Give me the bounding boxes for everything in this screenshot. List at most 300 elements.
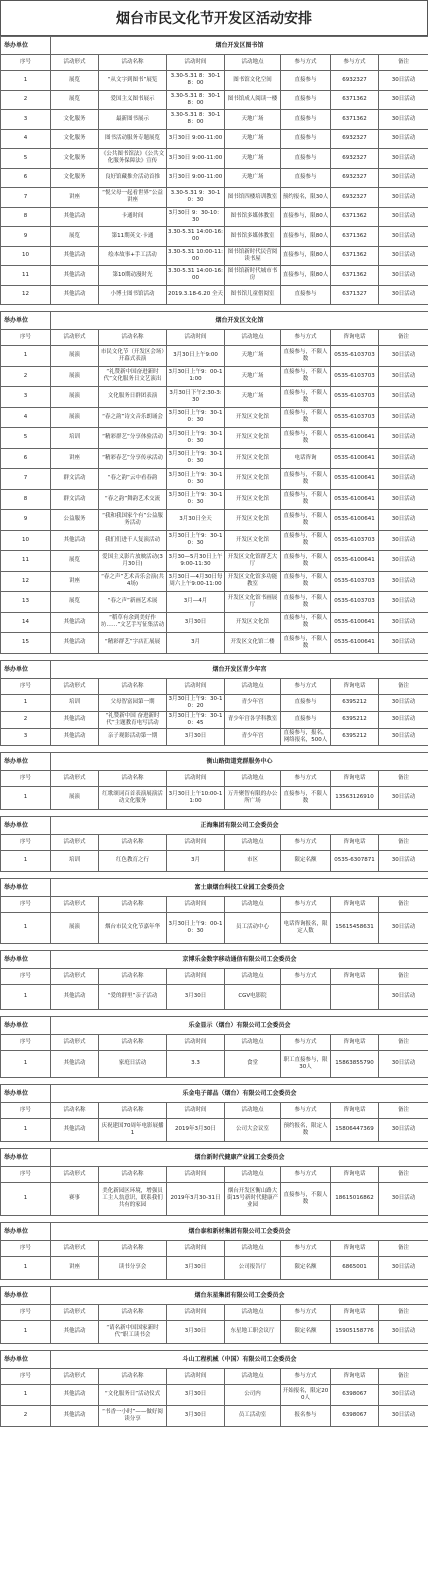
table-cell: 3.30-5.31 10:00-11:00: [167, 246, 225, 266]
table-cell: 11: [1, 551, 51, 572]
table-cell: 直接参与，不限人数: [281, 510, 331, 531]
table-cell: 展览: [51, 551, 99, 572]
table-cell: 直接参与: [281, 71, 331, 91]
table-cell: 直接参与，不限人数: [281, 428, 331, 449]
table-cell: 3月30日: [167, 1320, 225, 1343]
table-cell: 30日活动: [379, 1050, 428, 1077]
table-cell: 文化服务: [51, 149, 99, 169]
table-cell: 3.30-5.31 8：30-18：00: [167, 110, 225, 130]
table-cell: 赛事: [51, 1182, 99, 1215]
column-header: 序号: [1, 896, 51, 912]
table-cell: 开发区文化馆: [225, 469, 281, 490]
column-header: 咨询电话: [331, 1034, 379, 1050]
column-header: 活动时间: [167, 1304, 225, 1320]
table-cell: 其他活动: [51, 1384, 99, 1405]
table-row: [1, 728, 428, 745]
table-cell: 3月30日—4月30日每周六上午9:00-11:00: [167, 571, 225, 592]
table-row: [1, 850, 428, 871]
table-cell: 30日活动: [379, 912, 428, 943]
host-row: [1, 1084, 428, 1102]
column-header-row: [1, 968, 428, 984]
table-cell: 6932327: [331, 129, 379, 149]
host-label: 举办单位: [1, 37, 51, 55]
table-row: [1, 428, 428, 449]
table-cell: 卡通时间: [99, 207, 167, 227]
table-cell: 开发区文化馆书画展厅: [225, 592, 281, 613]
table-cell: 直接参与，不限人数: [281, 633, 331, 654]
table-cell: 开发区文化馆群艺大厅: [225, 551, 281, 572]
table-cell: 讲座: [51, 448, 99, 469]
column-header: 活动形式: [51, 896, 99, 912]
column-header-row: [1, 834, 428, 850]
table-cell: 3: [1, 387, 51, 408]
column-header: 活动地点: [225, 1240, 281, 1256]
column-header: 序号: [1, 330, 51, 346]
section-table: [0, 1222, 428, 1280]
column-header: 备注: [379, 1034, 428, 1050]
table-cell: 3月30日 9:00-11:00: [167, 168, 225, 188]
column-header: 序号: [1, 968, 51, 984]
table-cell: 文化服务: [51, 129, 99, 149]
table-cell: 0535-6103703: [331, 592, 379, 613]
table-cell: 0535-6103703: [331, 366, 379, 387]
host-label: 举办单位: [1, 660, 51, 678]
table-cell: 3.30-5.31 8：30-18：00: [167, 71, 225, 91]
table-cell: 公司报告厅: [225, 1256, 281, 1279]
section-table: [0, 816, 428, 872]
column-header: 活动名称: [99, 1304, 167, 1320]
table-cell: 6371327: [331, 285, 379, 305]
table-row: [1, 188, 428, 208]
table-cell: 其他活动: [51, 1050, 99, 1077]
table-cell: 12: [1, 285, 51, 305]
table-cell: 3月30日: [167, 728, 225, 745]
table-cell: 图书馆新时代民营阅读书屋: [225, 246, 281, 266]
table-cell: “从文字到图书”展览: [99, 71, 167, 91]
table-cell: 30日活动: [379, 850, 428, 871]
table-cell: CGV电影院: [225, 984, 281, 1009]
table-cell: 30日活动: [379, 428, 428, 449]
column-header: 序号: [1, 1166, 51, 1182]
column-header: 参与方式: [281, 330, 331, 346]
host-name: 烟台开发区图书馆: [51, 37, 428, 55]
column-header: 活动名称: [99, 1034, 167, 1050]
column-header: 活动时间: [167, 834, 225, 850]
table-cell: 《公共图书馆法》《公共文化服务保障法》宣传: [99, 149, 167, 169]
table-cell: “礼赞新中国奋进新时代”文化服务日文艺演出: [99, 366, 167, 387]
table-cell: 直接参与，限80人: [281, 246, 331, 266]
table-cell: 30日活动: [379, 984, 428, 1009]
table-row: [1, 510, 428, 531]
table-cell: 3月: [167, 850, 225, 871]
table-cell: 1: [1, 346, 51, 367]
table-cell: 职工直接参与，限30人: [281, 1050, 331, 1077]
table-cell: 0535-6100641: [331, 633, 379, 654]
table-row: [1, 366, 428, 387]
table-cell: “春之韵”云中看春韵: [99, 469, 167, 490]
table-cell: 6371362: [331, 266, 379, 286]
table-cell: 第10期动漫时光: [99, 266, 167, 286]
table-cell: 30日活动: [379, 592, 428, 613]
table-cell: 其他活动: [51, 285, 99, 305]
table-cell: 其他活动: [51, 612, 99, 633]
column-header: 活动地点: [225, 678, 281, 694]
column-header: 参与方式: [281, 678, 331, 694]
table-cell: “春之声”艺术音乐会演(共4场): [99, 571, 167, 592]
table-cell: 开发区文化馆: [225, 407, 281, 428]
column-header: 参与方式: [281, 1368, 331, 1384]
column-header: 备注: [379, 678, 428, 694]
table-cell: 直接参与，不限人数: [281, 1182, 331, 1215]
host-name: 烟台泰和新材集团有限公司工会委员会: [51, 1222, 428, 1240]
table-cell: 培训: [51, 694, 99, 711]
table-row: [1, 1118, 428, 1141]
table-cell: 6371362: [331, 90, 379, 110]
host-row: [1, 660, 428, 678]
table-cell: 15905158776: [331, 1320, 379, 1343]
section-gap: [0, 1427, 428, 1433]
table-cell: 第11期英文·卡通: [99, 227, 167, 247]
table-cell: 预约报名，限定人数: [281, 1118, 331, 1141]
table-row: [1, 912, 428, 943]
table-cell: 展演: [51, 912, 99, 943]
table-cell: 0535-6100641: [331, 510, 379, 531]
table-cell: 直接参与，不限人数: [281, 571, 331, 592]
table-cell: 30日活动: [379, 1256, 428, 1279]
column-header-row: [1, 330, 428, 346]
column-header-row: [1, 1304, 428, 1320]
table-cell: 群文活动: [51, 469, 99, 490]
table-cell: 3月30日上午9：00-11:00: [167, 366, 225, 387]
table-cell: 讲座: [51, 571, 99, 592]
table-cell: 直接参与，限80人: [281, 266, 331, 286]
table-cell: 电话咨询报名，限定人数: [281, 912, 331, 943]
section-table: [0, 311, 428, 654]
table-cell: 2019年3月30-31日: [167, 1182, 225, 1215]
table-cell: 30日活动: [379, 728, 428, 745]
table-row: [1, 129, 428, 149]
table-cell: 文化服务: [51, 110, 99, 130]
host-row: [1, 1350, 428, 1368]
host-name: 富士康烟台科技工业园工会委员会: [51, 878, 428, 896]
table-cell: 30日活动: [379, 612, 428, 633]
host-label: 举办单位: [1, 1350, 51, 1368]
column-header: 序号: [1, 1368, 51, 1384]
host-row: [1, 1016, 428, 1034]
table-cell: 30日活动: [379, 448, 428, 469]
table-cell: 15806447369: [331, 1118, 379, 1141]
table-cell: 3月30日 9:00-11:00: [167, 149, 225, 169]
table-cell: 直接参与: [281, 285, 331, 305]
table-cell: 30日活动: [379, 694, 428, 711]
table-cell: 13563126910: [331, 786, 379, 809]
table-cell: 直接参与: [281, 168, 331, 188]
column-header: 咨询电话: [331, 896, 379, 912]
table-cell: 亲子观影活动第一期: [99, 728, 167, 745]
table-row: [1, 168, 428, 188]
host-name: 衡山路街道党群服务中心: [51, 752, 428, 770]
table-cell: [281, 984, 331, 1009]
table-cell: 5: [1, 428, 51, 449]
table-cell: 1: [1, 1182, 51, 1215]
table-cell: 3.30-5.31 14:00-16:00: [167, 227, 225, 247]
table-cell: 开始报名，限定200人: [281, 1384, 331, 1405]
table-cell: 天地广场: [225, 387, 281, 408]
column-header: 序号: [1, 678, 51, 694]
table-cell: 文化服务日群团表演: [99, 387, 167, 408]
table-row: [1, 1320, 428, 1343]
column-header: 活动名称: [99, 1166, 167, 1182]
column-header: 活动地点: [225, 770, 281, 786]
table-row: [1, 984, 428, 1009]
column-header: 活动地点: [225, 1166, 281, 1182]
table-cell: 3.30-5.31 8：30-18：00: [167, 90, 225, 110]
table-cell: 天地广场: [225, 168, 281, 188]
table-cell: “精彩群艺”字店汇展展: [99, 633, 167, 654]
table-cell: 员工活动中心: [225, 912, 281, 943]
table-cell: 我们们进千人复演活动: [99, 530, 167, 551]
table-row: [1, 786, 428, 809]
table-cell: 庆祝建国70周年电影展播1: [99, 1118, 167, 1141]
table-cell: 6398067: [331, 1405, 379, 1426]
host-name: 烟台开发区青少年宫: [51, 660, 428, 678]
table-cell: 其他活动: [51, 207, 99, 227]
table-cell: 3月30日上午9:00: [167, 346, 225, 367]
table-cell: 0535-6103703: [331, 387, 379, 408]
table-cell: 2019年3月30日: [167, 1118, 225, 1141]
column-header: 活动名称: [99, 330, 167, 346]
table-cell: 限定名额: [281, 1320, 331, 1343]
column-header-row: [1, 1102, 428, 1118]
table-cell: 9: [1, 227, 51, 247]
table-cell: 其他活动: [51, 984, 99, 1009]
host-label: 举办单位: [1, 950, 51, 968]
table-cell: 烟台市民文化节嘉年华: [99, 912, 167, 943]
column-header: 活动地点: [225, 1368, 281, 1384]
table-cell: 直接参与，不限人数: [281, 387, 331, 408]
table-row: [1, 207, 428, 227]
table-cell: 6371362: [331, 227, 379, 247]
table-cell: 爱国主义影片放映活动(3月30日): [99, 551, 167, 572]
table-row: [1, 110, 428, 130]
table-cell: 直接参与: [281, 129, 331, 149]
table-cell: 直接参与，不限人数: [281, 407, 331, 428]
table-cell: 4: [1, 407, 51, 428]
host-row: [1, 950, 428, 968]
host-label: 举办单位: [1, 1084, 51, 1102]
host-row: [1, 878, 428, 896]
table-row: [1, 1256, 428, 1279]
host-label: 举办单位: [1, 312, 51, 330]
table-cell: 4: [1, 129, 51, 149]
table-cell: 直接参与: [281, 711, 331, 728]
column-header: 咨询电话: [331, 1166, 379, 1182]
column-header: 活动地点: [225, 330, 281, 346]
table-cell: 开发区文化馆二楼: [225, 633, 281, 654]
table-row: [1, 71, 428, 91]
table-cell: 展览: [51, 90, 99, 110]
table-cell: 1: [1, 1118, 51, 1141]
column-header: 备注: [379, 968, 428, 984]
table-cell: 1: [1, 786, 51, 809]
column-header: 参与方式: [281, 834, 331, 850]
table-cell: 图书馆多媒体教室: [225, 227, 281, 247]
column-header: 参与方式: [281, 1034, 331, 1050]
table-cell: 0535-6307871: [331, 850, 379, 871]
table-cell: 30日活动: [379, 227, 428, 247]
column-header-row: [1, 678, 428, 694]
table-cell: 3月30日上午9：30-10：30: [167, 469, 225, 490]
table-cell: 直接参与，不限人数: [281, 346, 331, 367]
table-cell: 美化新园区环境，增强员工主人翁意识，联系我们共有的家园: [99, 1182, 167, 1215]
table-cell: 1: [1, 1256, 51, 1279]
table-cell: 报名参与: [281, 1405, 331, 1426]
table-row: [1, 1405, 428, 1426]
table-cell: 30日活动: [379, 571, 428, 592]
table-cell: 30日活动: [379, 188, 428, 208]
table-cell: 30日活动: [379, 129, 428, 149]
column-header: 活动名称: [99, 55, 167, 71]
table-cell: 3月30日上午9：30-10：20: [167, 694, 225, 711]
table-cell: 2: [1, 90, 51, 110]
column-header: 咨询电话: [331, 1240, 379, 1256]
table-cell: 3月30日全天: [167, 510, 225, 531]
table-row: [1, 633, 428, 654]
host-name: 正海集团有限公司工会委员会: [51, 816, 428, 834]
table-cell: 0535-6100641: [331, 448, 379, 469]
table-cell: 30日活动: [379, 366, 428, 387]
table-cell: 培训: [51, 850, 99, 871]
column-header: 活动名称: [99, 1368, 167, 1384]
table-cell: 预约报名，限30人: [281, 188, 331, 208]
table-cell: 7: [1, 469, 51, 490]
column-header: 活动时间: [167, 678, 225, 694]
table-cell: 30日活动: [379, 110, 428, 130]
table-cell: 直接参与: [281, 694, 331, 711]
column-header: 活动名称: [99, 678, 167, 694]
column-header-row: [1, 55, 428, 71]
table-cell: 30日活动: [379, 246, 428, 266]
table-cell: 父母智富园第一期: [99, 694, 167, 711]
table-cell: 3月30日 9:00-11:00: [167, 129, 225, 149]
column-header: 备注: [379, 55, 428, 71]
table-cell: 电话咨询: [281, 448, 331, 469]
host-name: 烟台新时代健康产业园工会委员会: [51, 1148, 428, 1166]
table-row: [1, 551, 428, 572]
table-cell: 青少年宫: [225, 694, 281, 711]
table-cell: “礼赞新中国 奋进新时代”主题教育电写活动: [99, 711, 167, 728]
section-table: [0, 1286, 428, 1344]
table-cell: 3.3: [167, 1050, 225, 1077]
table-row: [1, 592, 428, 613]
column-header: 活动地点: [225, 896, 281, 912]
table-row: [1, 711, 428, 728]
column-header: 序号: [1, 1034, 51, 1050]
table-cell: 30日活动: [379, 387, 428, 408]
table-cell: 13: [1, 592, 51, 613]
host-name: 乐金显示（烟台）有限公司工会委员会: [51, 1016, 428, 1034]
table-row: [1, 407, 428, 428]
column-header: 参与方式: [281, 1304, 331, 1320]
table-cell: 3月30日下午2:30-3:30: [167, 387, 225, 408]
table-cell: 6932327: [331, 188, 379, 208]
table-cell: 10: [1, 530, 51, 551]
table-cell: 其他活动: [51, 728, 99, 745]
table-cell: 其他活动: [51, 633, 99, 654]
column-header: 备注: [379, 330, 428, 346]
section-table: [0, 1148, 428, 1216]
host-label: 举办单位: [1, 816, 51, 834]
table-cell: 1: [1, 1320, 51, 1343]
column-header: 活动名称: [99, 834, 167, 850]
table-cell: 3月30日上午9：30-10：45: [167, 711, 225, 728]
table-cell: 8: [1, 489, 51, 510]
column-header: 咨询电话: [331, 1304, 379, 1320]
column-header: 备注: [379, 834, 428, 850]
table-cell: 图书馆儿童借阅室: [225, 285, 281, 305]
table-cell: 0535-6103703: [331, 571, 379, 592]
table-cell: 1: [1, 694, 51, 711]
table-cell: 10: [1, 246, 51, 266]
table-cell: 3月—4月: [167, 592, 225, 613]
table-cell: 天地广场: [225, 149, 281, 169]
column-header: 活动地点: [225, 55, 281, 71]
column-header: 参与方式: [281, 55, 331, 71]
column-header: 备注: [379, 770, 428, 786]
column-header: 活动形式: [51, 1166, 99, 1182]
column-header: 活动时间: [167, 1368, 225, 1384]
table-cell: 天地广场: [225, 110, 281, 130]
column-header: 活动形式: [51, 1240, 99, 1256]
table-cell: 展演: [51, 407, 99, 428]
table-cell: 图书馆成人阅读一楼: [225, 90, 281, 110]
table-cell: 直接参与: [281, 149, 331, 169]
host-label: 举办单位: [1, 1222, 51, 1240]
table-cell: 0535-6100641: [331, 469, 379, 490]
table-cell: 爱国主义图书展示: [99, 90, 167, 110]
table-cell: 公司内: [225, 1384, 281, 1405]
table-cell: 30日活动: [379, 469, 428, 490]
table-row: [1, 1384, 428, 1405]
table-cell: 图书馆文化空间: [225, 71, 281, 91]
table-cell: 30日活动: [379, 1320, 428, 1343]
table-cell: 直接参与: [281, 90, 331, 110]
table-cell: 讲座: [51, 1256, 99, 1279]
table-row: [1, 694, 428, 711]
host-name: 斗山工程机械（中国）有限公司工会委员会: [51, 1350, 428, 1368]
table-cell: 15: [1, 633, 51, 654]
table-cell: 30日活动: [379, 1384, 428, 1405]
table-cell: [331, 984, 379, 1009]
column-header: 活动形式: [51, 330, 99, 346]
table-cell: 3月30日上午9：30-10：30: [167, 407, 225, 428]
table-cell: 展演: [51, 786, 99, 809]
table-cell: 直接参与: [281, 110, 331, 130]
table-cell: 3月: [167, 633, 225, 654]
column-header-row: [1, 1240, 428, 1256]
column-header: 活动地点: [225, 1304, 281, 1320]
table-cell: 1: [1, 1050, 51, 1077]
column-header: 咨询电话: [331, 968, 379, 984]
column-header: 活动形式: [51, 678, 99, 694]
table-cell: 3月30日上午9：30-10：30: [167, 530, 225, 551]
table-cell: 6371362: [331, 207, 379, 227]
column-header: 序号: [1, 1102, 51, 1118]
host-name: 烟台东星集团有限公司工会委员会: [51, 1286, 428, 1304]
table-cell: 展览: [51, 227, 99, 247]
table-cell: 直接参与，不限人数: [281, 786, 331, 809]
table-cell: 30日活动: [379, 207, 428, 227]
